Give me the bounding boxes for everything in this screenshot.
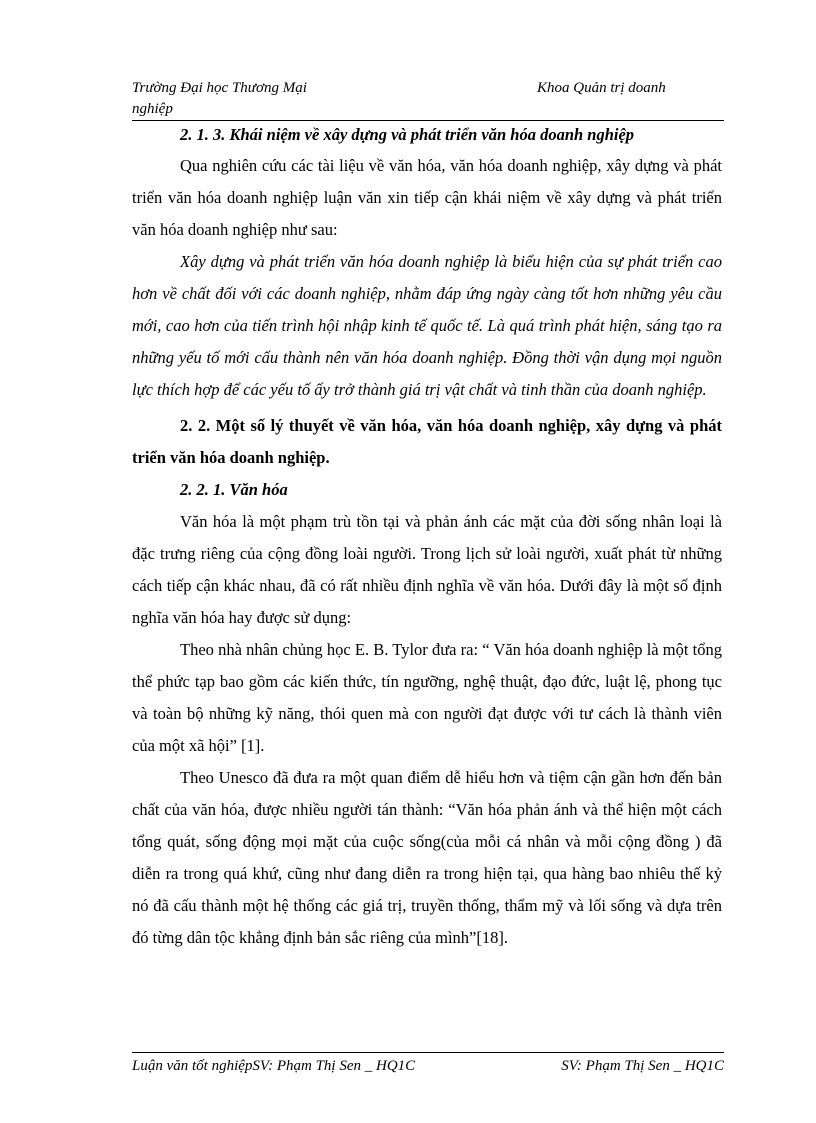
header-university: Trường Đại học Thương Mại [132, 80, 307, 96]
document-body [132, 122, 722, 954]
footer-divider [132, 1052, 724, 1053]
paragraph-intro: Qua nghiên cứu các tài liệu về văn hóa, văn hóa doanh nghiệp, xây dựng và phát triển văn hóa doanh nghiệp luận văn xin tiếp cận khái niệm về xây dựng và phát triển văn hóa doanh nghiệp như sau: [132, 156, 722, 239]
paragraph-unesco: Theo Unesco đã đưa ra một quan điểm dễ hiểu hơn và tiệm cận gần hơn đến bản chất của văn hóa, được nhiều người tán thành: “Văn hóa phản ánh và thể hiện một cách tổng quát, sống động mọi mặt của cuộc sống(của mỗi cá nhân và mỗi cộng đồng ) đã diễn ra trong quá khứ, cũng như đang diễn ra trong hiện tại, qua hàng bao nhiêu thế kỷ nó đã cấu thành một hệ thống các giá trị, truyền thống, thẩm mỹ và lối sống và dựa trên đó từng dân tộc khẳng định bản sắc riêng của mình”[18]. [132, 768, 722, 947]
header-faculty-wrap: nghiệp [132, 101, 173, 117]
section-heading-2-2-1: 2. 2. 1. Văn hóa [180, 480, 288, 499]
footer-right-text: SV: Phạm Thị Sen _ HQ1C [561, 1058, 724, 1074]
section-heading-2-2: 2. 2. Một số lý thuyết về văn hóa, văn hóa doanh nghiệp, xây dựng và phát triển văn hóa doanh nghiệp. [132, 416, 722, 467]
footer-left-text: Luận văn tốt nghiệpSV: Phạm Thị Sen _ HQ1C [132, 1058, 416, 1074]
paragraph-definition: Xây dựng và phát triển văn hóa doanh nghiệp là biểu hiện của sự phát triển cao hơn về chất đối với các doanh nghiệp, nhằm đáp ứng ngày càng tốt hơn những yêu cầu mới, cao hơn của tiến trình hội nhập kinh tế quốc tế. Là quá trình phát hiện, sáng tạo ra những yếu tố mới cấu thành nên văn hóa doanh nghiệp. Đồng thời vận dụng mọi nguồn lực thích hợp để các yếu tố ấy trở thành giá trị vật chất và tinh thần của doanh nghiệp. [132, 252, 722, 399]
header-faculty: Khoa Quản trị doanh [537, 80, 666, 96]
paragraph-tylor: Theo nhà nhân chủng học E. B. Tylor đưa ra: “ Văn hóa doanh nghiệp là một tổng thể phức tạp bao gồm các kiến thức, tín ngưỡng, nghệ thuật, đạo đức, luật lệ, phong tục và toàn bộ những kỹ năng, thói quen mà con người đạt được với tư cách là thành viên của một xã hội” [1]. [132, 640, 722, 755]
section-title: 2. 1. 3. Khái niệm về xây dựng và phát triển văn hóa doanh nghiệp [180, 125, 635, 144]
header-divider [132, 120, 724, 121]
paragraph-culture: Văn hóa là một phạm trù tồn tại và phản ánh các mặt của đời sống nhân loại là đặc trưng riêng của cộng đồng loài người. Trong lịch sử loài người, xuất phát từ những cách tiếp cận khác nhau, đã có rất nhiều định nghĩa về văn hóa. Dưới đây là một số định nghĩa văn hóa hay được sử dụng: [132, 512, 722, 627]
